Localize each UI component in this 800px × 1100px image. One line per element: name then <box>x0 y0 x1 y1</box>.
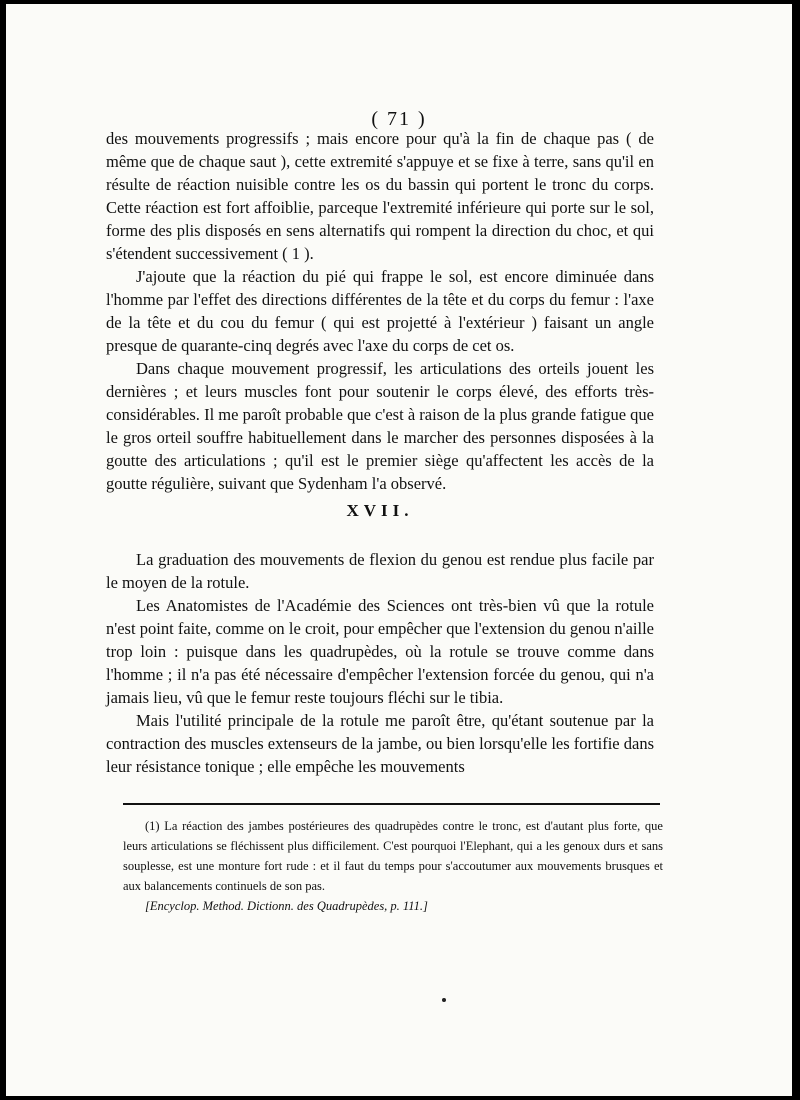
scanned-page <box>6 4 792 1096</box>
page-number: ( 71 ) <box>371 108 427 130</box>
paragraph: J'ajoute que la réaction du pié qui frappe le sol, est encore diminuée dans l'homme par l'effet des directions différentes de la tête et du corps du femur : l'axe de la tête et du cou du femur ( qui est projetté à l'extérieur ) faisant un angle presque de quarante-cinq degrés avec l'axe du corps de cet os. <box>106 267 654 355</box>
section-heading: XVII. <box>346 501 414 520</box>
footnote-divider <box>123 803 660 805</box>
paragraph: Mais l'utilité principale de la rotule me paroît être, qu'étant soutenue par la contraction des muscles extenseurs de la jambe, ou bien lorsqu'elle les fortifie dans leur résistance tonique ; elle empêche les mouvements <box>106 711 654 776</box>
footnote <box>123 816 663 916</box>
paragraph: Dans chaque mouvement progressif, les articulations des orteils jouent les dernières ; et leurs muscles font pour soutenir le corps élevé, des efforts très-considérables. Il me paroît probable que c'est à raison de la plus grande fatigue que le gros orteil souffre habituellement dans le marcher des personnes disposées à la goutte des articulations ; qu'il est le premier siège qu'affectent les accès de la goutte régulière, suivant que Sydenham l'a observé. <box>106 359 654 493</box>
ink-speck <box>442 998 446 1002</box>
footnote-text: (1) La réaction des jambes postérieures des quadrupèdes contre le tronc, est d'autant plus forte, que leurs articulations se fléchissent plus difficilement. C'est pourquoi l'Elephant, qui a les genoux durs et sans souplesse, est une monture fort rude : et il faut du temps pour s'accoutumer aux mouvements brusques et aux balancements continuels de son pas. <box>123 819 663 893</box>
main-text <box>106 127 654 778</box>
paragraph-continuation: des mouvements progressifs ; mais encore pour qu'à la fin de chaque pas ( de même que de chaque saut ), cette extremité s'appuye et se fixe à terre, sans qu'il en résulte de réaction nuisible contre les os du bassin qui portent le tronc du corps. Cette réaction est fort affoiblie, parceque l'extremité inférieure qui porte sur le sol, forme des plis disposés en sens alternatifs qui rompent la direction du choc, et qui s'étendent successivement ( 1 ). <box>106 129 654 263</box>
paragraph: La graduation des mouvements de flexion du genou est rendue plus facile par le moyen de la rotule. <box>106 550 654 592</box>
footnote-citation: [Encyclop. Method. Dictionn. des Quadrupèdes, p. 111.] <box>145 899 428 913</box>
paragraph: Les Anatomistes de l'Académie des Sciences ont très-bien vû que la rotule n'est point faite, comme on le croit, pour empêcher que l'extension du genou n'aille trop loin : puisque dans les quadrupèdes, où la rotule se trouve comme dans l'homme ; il n'a pas été nécessaire d'empêcher l'extension forcée du genou, qui n'a jamais lieu, vû que le femur reste toujours fléchi sur le tibia. <box>106 596 654 707</box>
